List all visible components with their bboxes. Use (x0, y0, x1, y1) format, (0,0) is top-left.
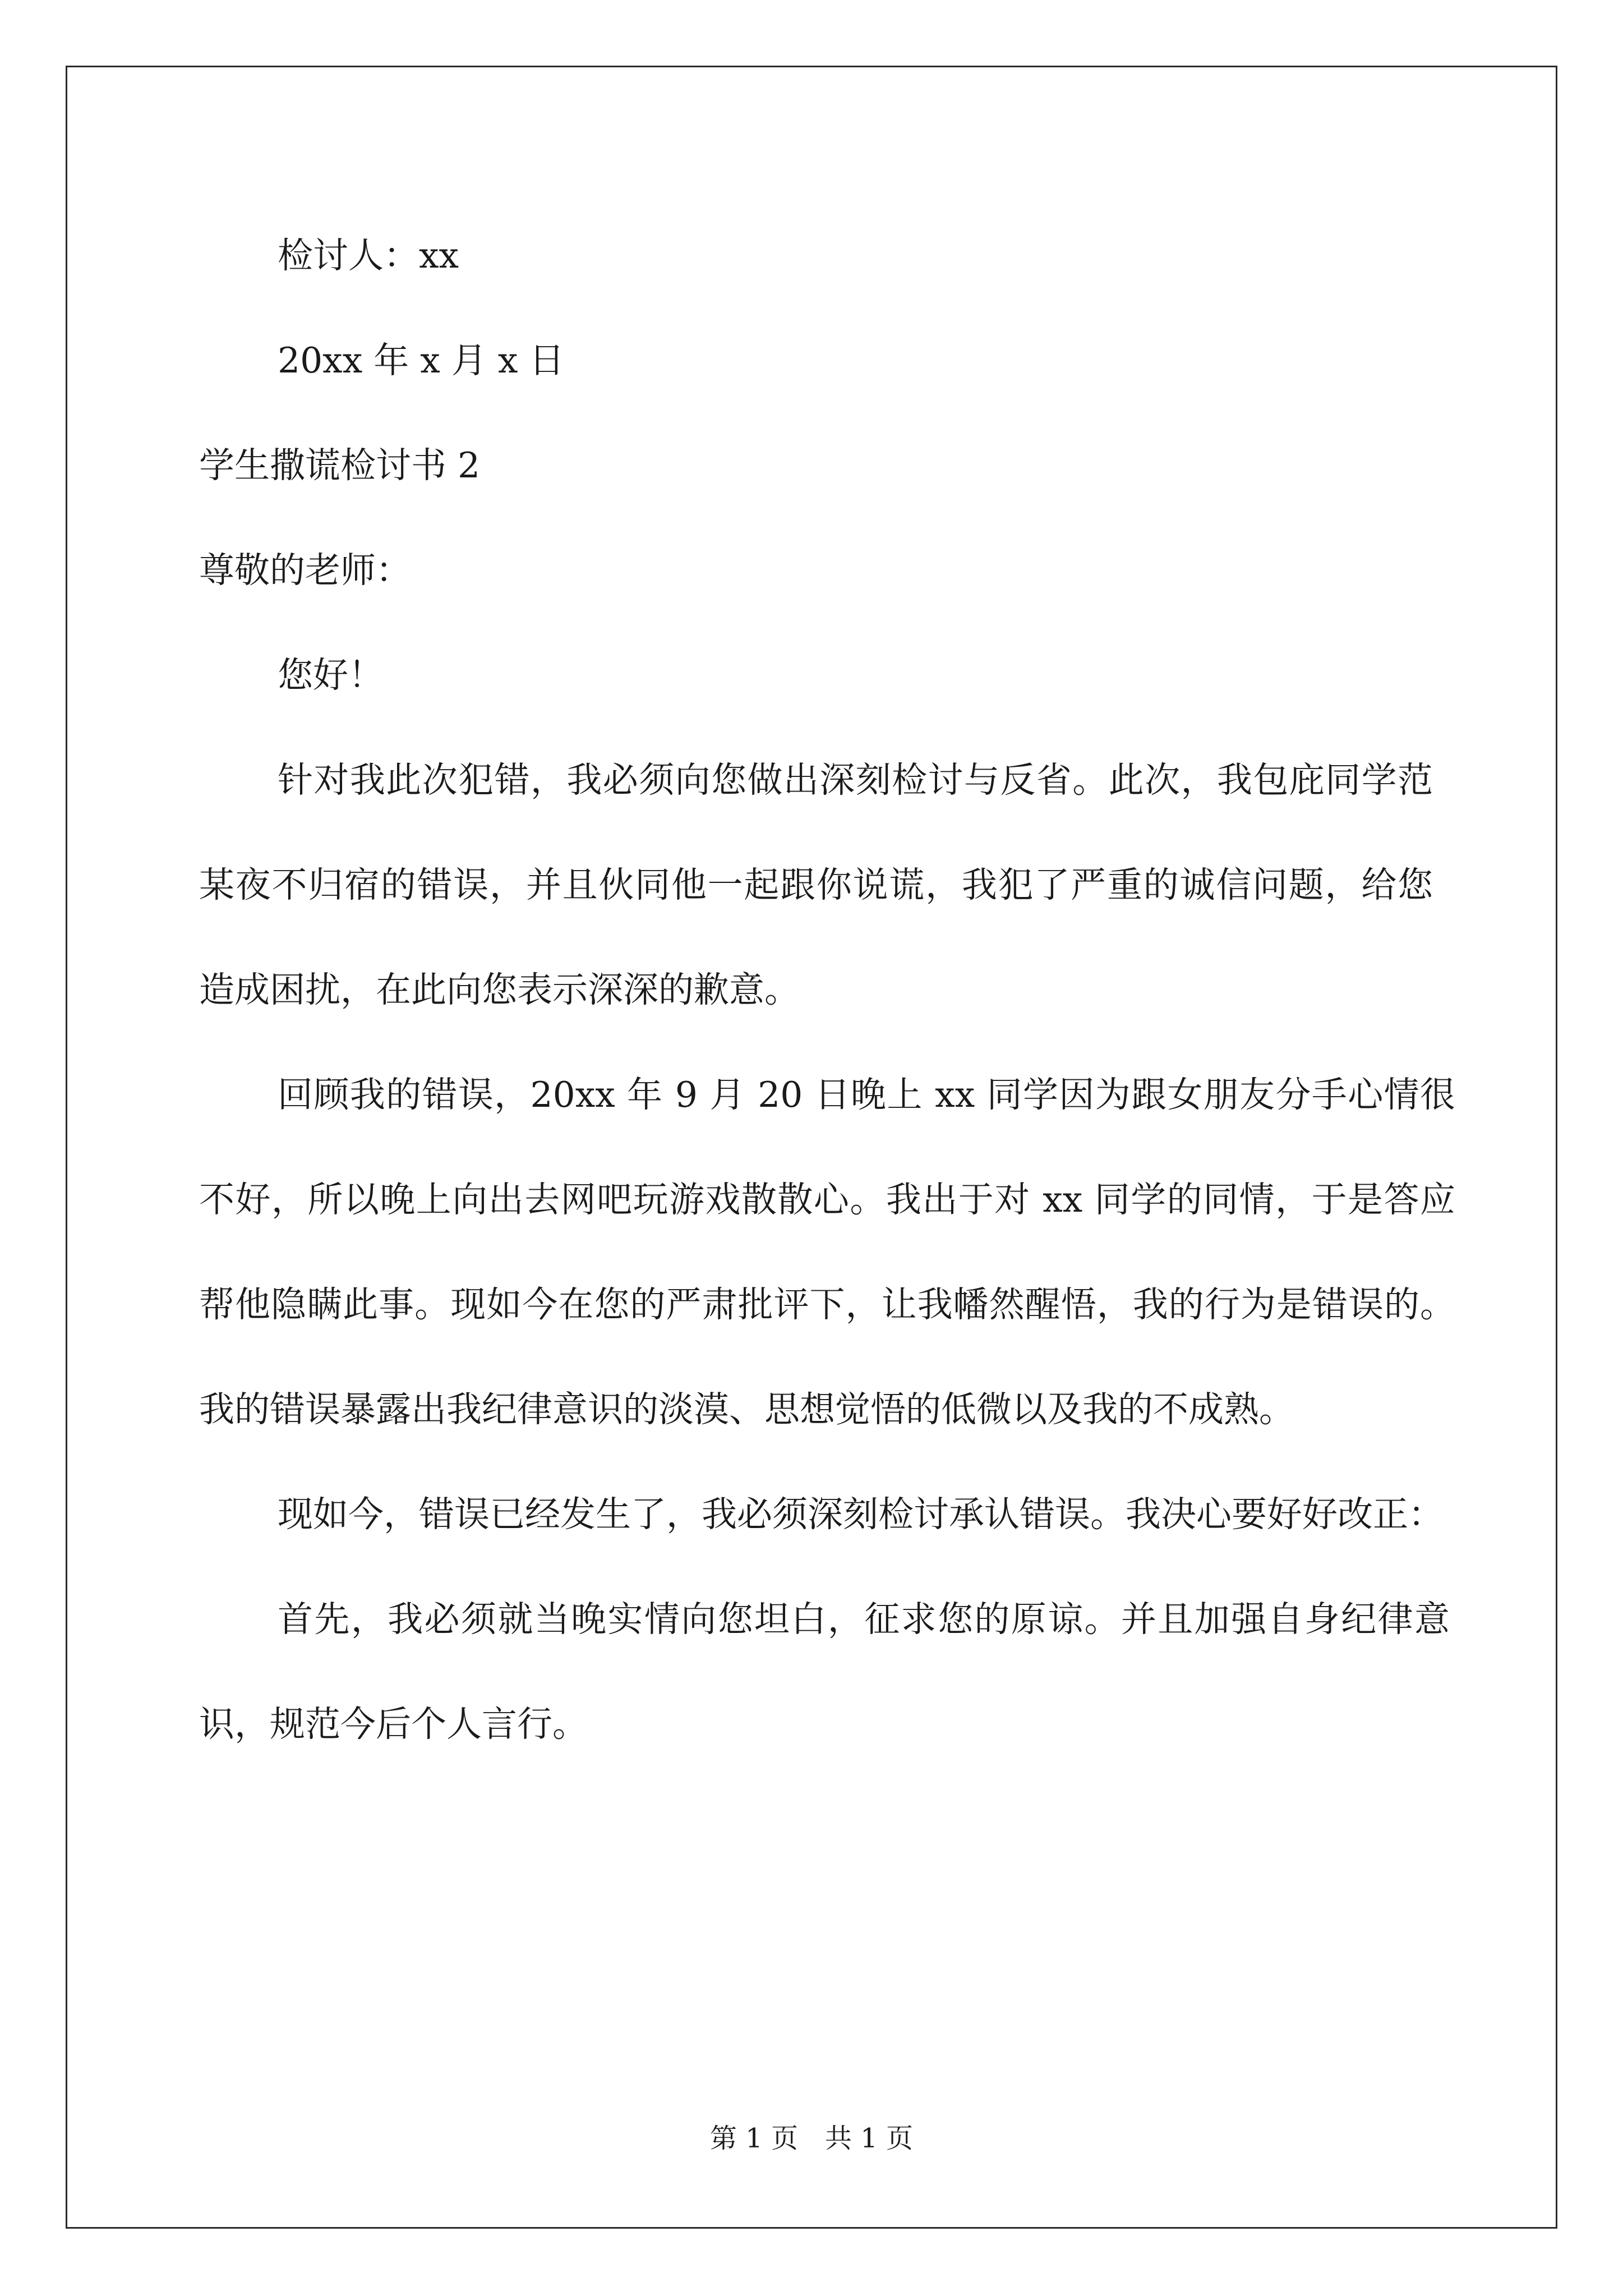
paragraph-first-step: 首先，我必须就当晚实情向您坦白，征求您的原谅。并且加强自身纪律意识，规范今后个人言行。 (199, 1599, 1450, 1745)
greeting: 您好！ (278, 655, 384, 696)
document-body (199, 203, 1461, 1777)
page-footer: 第 1 页 共 1 页 (709, 2123, 914, 2154)
paragraph-resolve: 现如今，错误已经发生了，我必须深刻检讨承认错误。我决心要好好改正： (278, 1494, 1444, 1535)
date-line: 20xx 年 x 月 x 日 (278, 340, 565, 381)
paragraph-apology: 针对我此次犯错，我必须向您做出深刻检讨与反省。此次，我包庇同学范某夜不归宿的错误，并且伙同他一起跟你说谎，我犯了严重的诚信问题，给您造成困扰，在此向您表示深深的歉意。 (199, 760, 1433, 1010)
paragraph-review: 回顾我的错误，20xx 年 9 月 20 日晚上 xx 同学因为跟女朋友分手心情很不好，所以晚上向出去网吧玩游戏散散心。我出于对 xx 同学的同情，于是答应帮他隐瞒此事。现如今在您的严肃批评下，让我幡然醒悟，我的行为是错误的。我的错误暴露出我纪律意识的淡漠、思想觉悟的低微以及我的不成熟。 (199, 1074, 1455, 1430)
reviewer-line: 检讨人：xx (278, 235, 459, 276)
document-title: 学生撒谎检讨书 2 (199, 445, 481, 486)
salutation: 尊敬的老师： (199, 550, 411, 591)
